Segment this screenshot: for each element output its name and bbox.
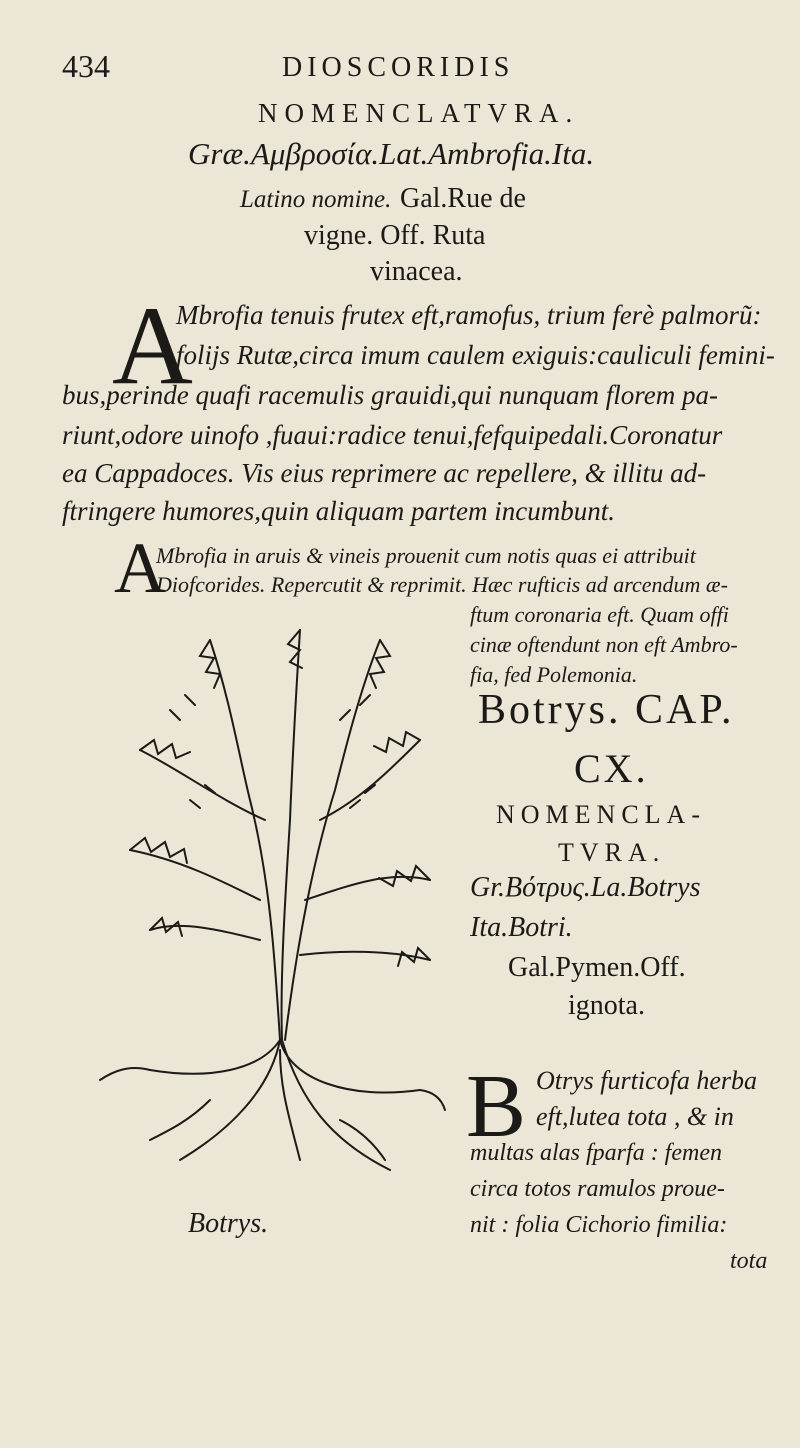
botrys-nomenclatura-heading-a: NOMENCLA-	[496, 800, 706, 829]
botrys-body-line-1: Otrys furticofa herba	[536, 1066, 757, 1095]
illustration-caption: Botrys.	[188, 1208, 269, 1239]
ambrosia-names-line-1: Græ.Αμβροσία.Lat.Ambrofia.Ita.	[188, 136, 595, 171]
page-number: 434	[62, 48, 110, 84]
ambrosia-drop-cap: A	[112, 284, 193, 408]
botrys-body-line-3: multas alas fparfa : femen	[470, 1140, 722, 1166]
ambrosia-annotation-line-5: fia, fed Polemonia.	[470, 662, 638, 687]
ambrosia-annotation-line-3: ftum coronaria eft. Quam offi	[470, 602, 729, 627]
botrys-chapter-title: Botrys. CAP.	[478, 687, 735, 733]
botrys-body-line-6: tota	[730, 1248, 768, 1274]
ambrosia-body-line-3: bus,perinde quafi racemulis grauidi,qui nunquam florem pa-	[62, 380, 718, 410]
botrys-nomenclatura-heading-b: TVRA.	[558, 838, 666, 867]
ambrosia-body-line-1: Mbrofia tenuis frutex eft,ramofus, trium ferè palmorũ:	[176, 300, 762, 330]
ambrosia-annotation-line-4: cinæ oftendunt non eft Ambro-	[470, 632, 738, 657]
botrys-drop-cap: B	[466, 1057, 527, 1156]
ambrosia-names-line-4: vigne. Off. Ruta	[304, 220, 486, 251]
ambrosia-body-line-6: ftringere humores,quin aliquam partem incumbunt.	[62, 496, 615, 526]
ambrosia-body-line-2: folijs Rutæ,circa imum caulem exiguis:cauliculi femini-	[176, 340, 775, 370]
botrys-body-line-4: circa totos ramulos proue-	[470, 1176, 725, 1202]
botrys-names-line-1: Gr.Βότρυς.La.Botrys	[470, 872, 701, 903]
botrys-names-line-2: Ita.Botri.	[470, 912, 573, 943]
ambrosia-annotation-line-2: Diofcorides. Repercutit & reprimit. Hæc rufticis ad arcendum æ-	[156, 572, 728, 597]
botrys-names-line-4: ignota.	[568, 990, 645, 1021]
ambrosia-nomenclatura-heading: NOMENCLATVRA.	[258, 98, 580, 128]
ambrosia-names-line-5: vinacea.	[370, 256, 463, 287]
ambrosia-names-line-3: Gal.Rue de	[400, 183, 526, 214]
ambrosia-names-line-2: Latino nomine.	[240, 186, 392, 213]
botrys-woodcut-illustration	[90, 600, 450, 1200]
ambrosia-body-line-5: ea Cappadoces. Vis eius reprimere ac repellere, & illitu ad-	[62, 458, 707, 488]
ambrosia-annotation-line-1: Mbrofia in aruis & vineis prouenit cum notis quas ei attribuit	[156, 543, 696, 568]
ambrosia-body-line-4: riunt,odore uinofo ,fuaui:radice tenui,fefquipedali.Coronatur	[62, 420, 723, 450]
botrys-chapter-number: CX.	[574, 746, 649, 791]
botrys-names-line-3: Gal.Pymen.Off.	[508, 952, 686, 983]
botrys-body-line-5: nit : folia Cichorio fimilia:	[470, 1212, 728, 1238]
botrys-body-line-2: eft,lutea tota , & in	[536, 1102, 734, 1131]
running-head: DIOSCORIDIS	[282, 52, 515, 83]
ambrosia-annotation-drop-cap: A	[114, 528, 166, 608]
